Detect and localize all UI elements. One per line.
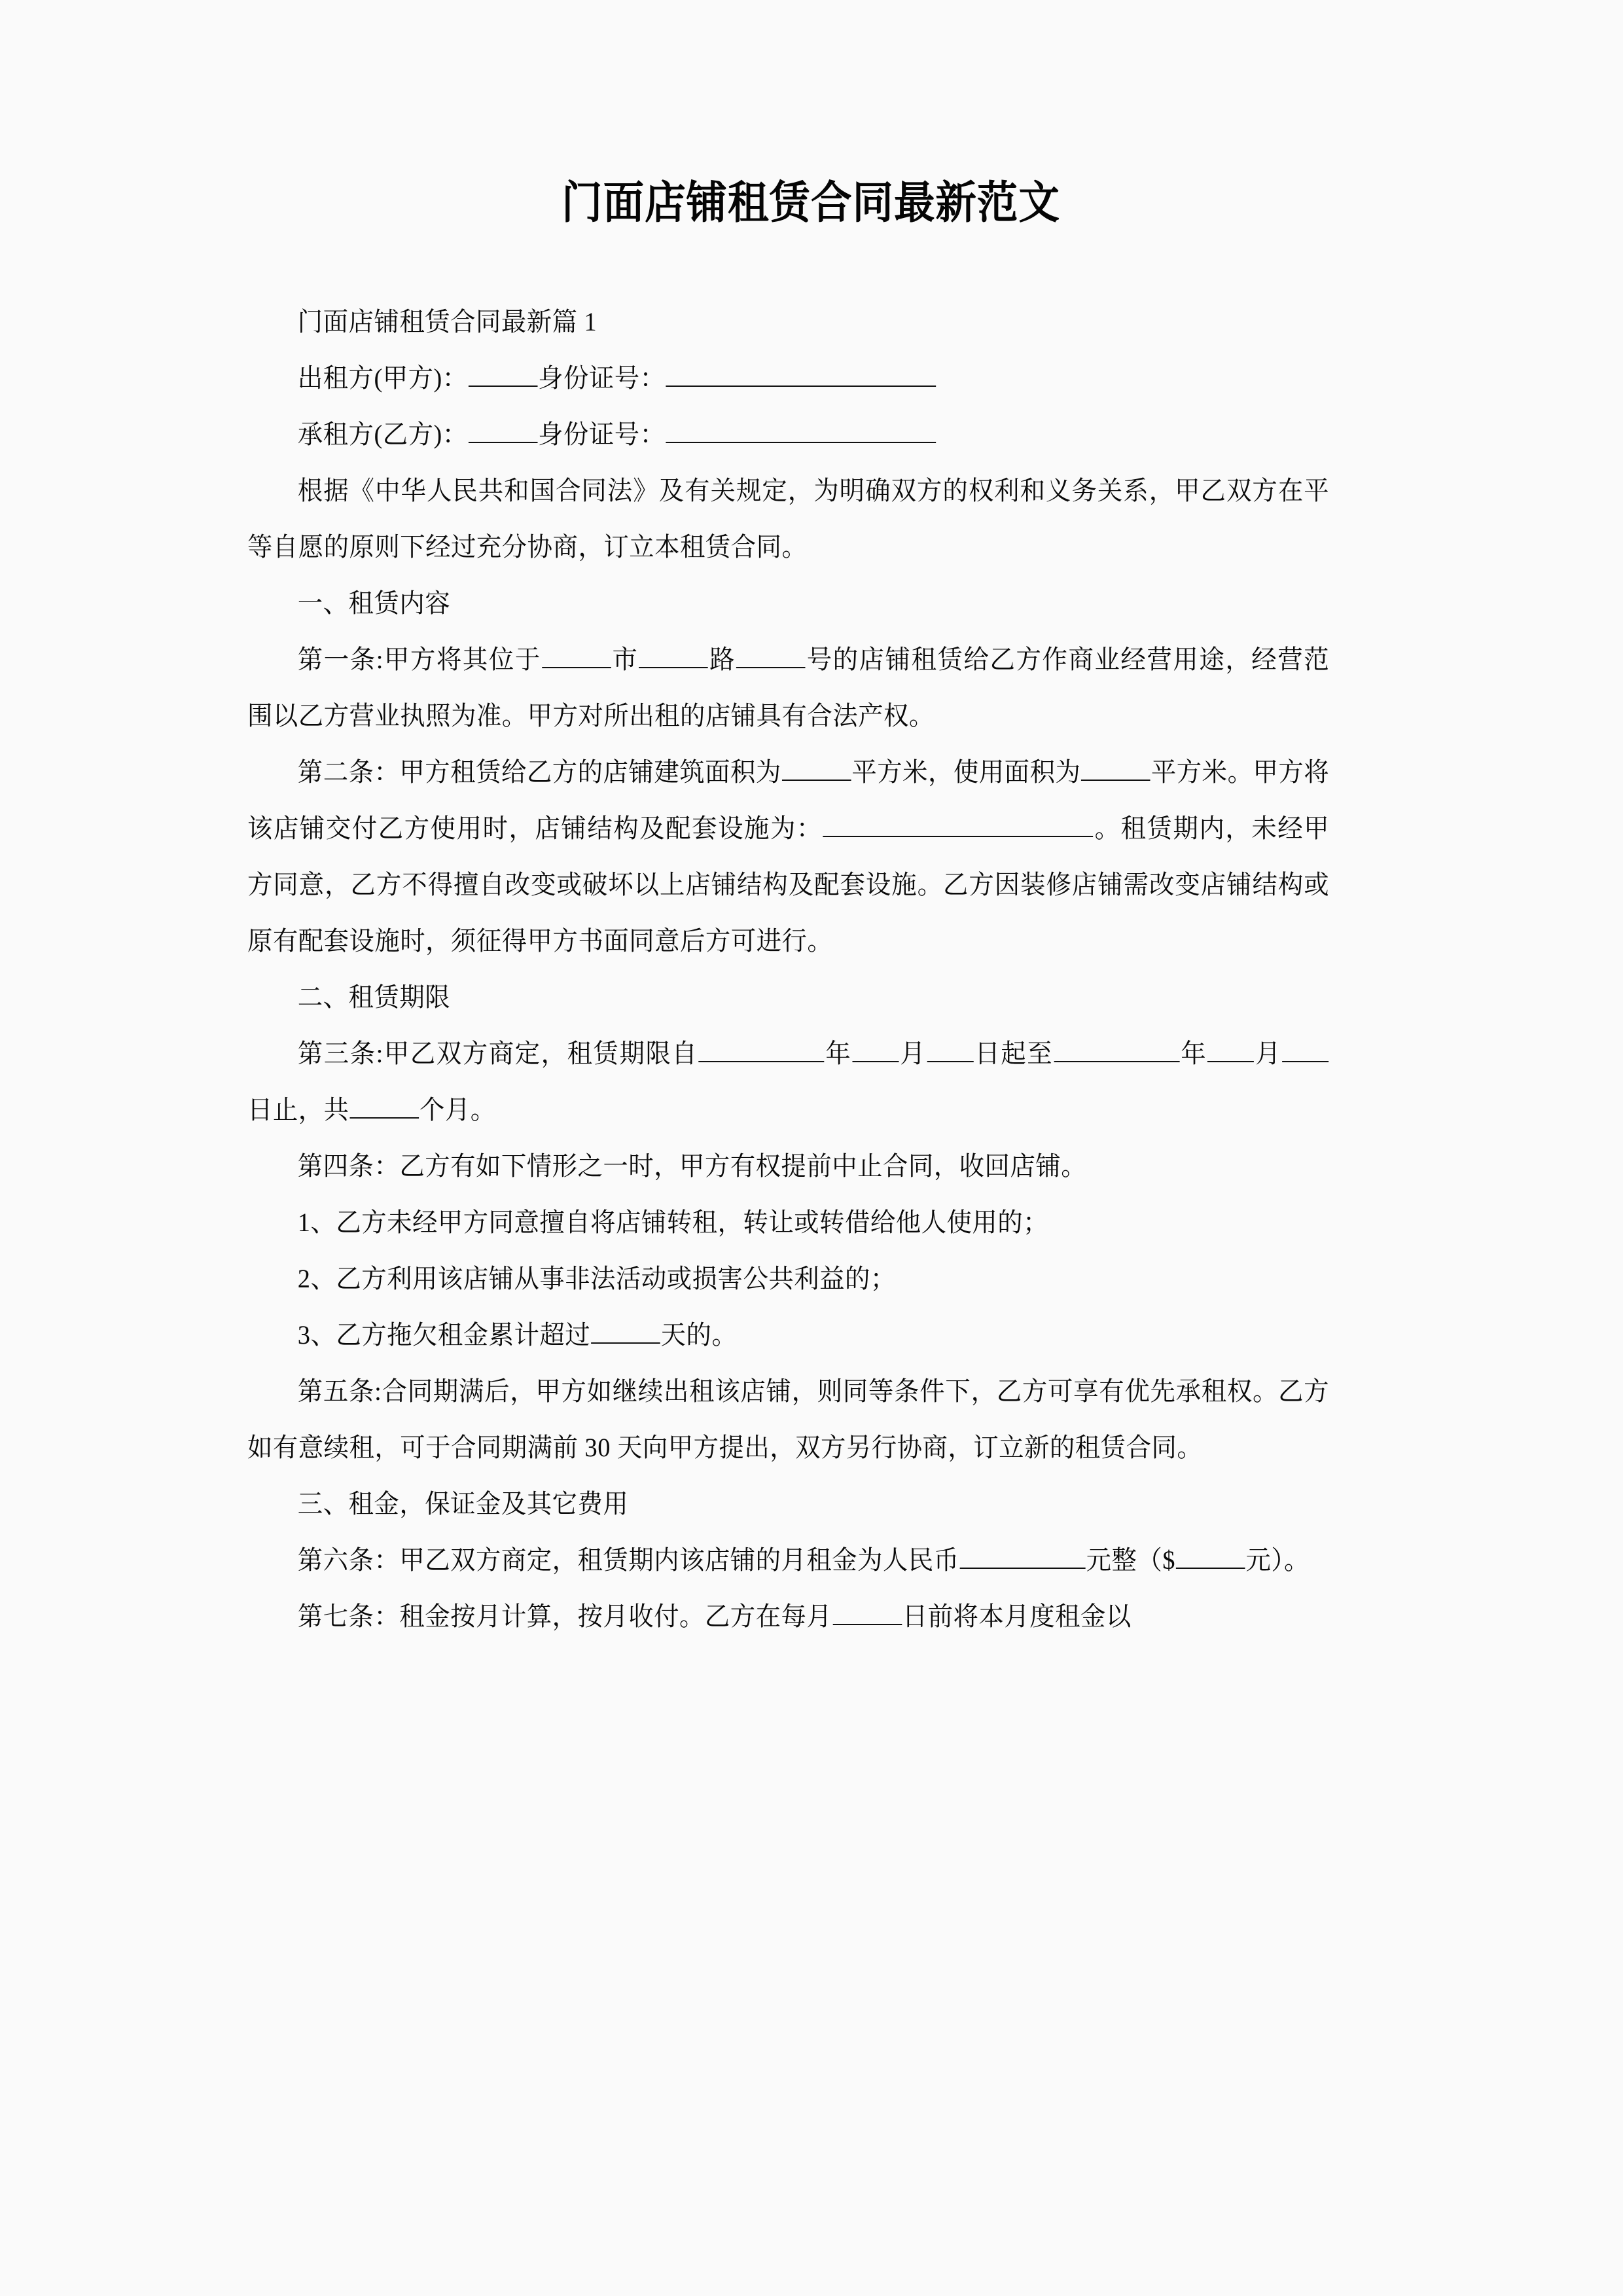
- section-heading-2: [247, 969, 1329, 1026]
- landlord-id-label: 身份证号：: [538, 363, 666, 393]
- article-3-end-day-blank[interactable]: [1282, 1036, 1329, 1062]
- article-7-label: 第七条：: [297, 1602, 400, 1631]
- article-6-rent-usd-blank[interactable]: [1176, 1543, 1245, 1569]
- list-item: [247, 1194, 1329, 1251]
- article-3-start-day-blank[interactable]: [927, 1036, 973, 1062]
- article-1-text-2: 市: [611, 645, 639, 674]
- article-3-text-6: 月: [1255, 1039, 1282, 1068]
- article-6-text-1: 甲乙双方商定，租赁期内该店铺的月租金为人民币: [399, 1545, 959, 1575]
- article-2-text-2: 平方米，使用面积为: [851, 757, 1081, 787]
- article-3-text-4: 日起至: [974, 1039, 1054, 1068]
- list-item-1-text: 1、乙方未经甲方同意擅自将店铺转租，转让或转借给他人使用的；: [297, 1208, 1048, 1237]
- page-title: 门面店铺租赁合同最新范文: [562, 178, 1060, 228]
- article-2-text-4: 。租赁期内，未经甲方同意，乙方不得擅自改变或破坏以上店铺结构及配套设施。乙方因装修店铺需改变店铺结构或原有配套设施时，须征得甲方书面同意后方可进行。: [247, 814, 1330, 956]
- article-4-label: 第四条：: [297, 1151, 400, 1181]
- article-5-text-1: 合同期满后，甲方如继续出租该店铺，则同等条件下，乙方可享有优先承租权。乙方如有意续租，可于合同期满前 30 天向甲方提出，双方另行协商，订立新的租赁合同。: [247, 1376, 1330, 1462]
- document-subtitle: [247, 294, 1329, 350]
- section-heading-1-text: 一、租赁内容: [297, 588, 451, 618]
- article-3-text-5: 年: [1180, 1039, 1207, 1068]
- document-body: [247, 294, 1374, 1645]
- article-1-text-3: 路: [708, 645, 736, 674]
- article-5-label: 第五条:: [297, 1376, 382, 1406]
- article-3-text-8: 个月。: [419, 1095, 496, 1124]
- landlord-id-blank[interactable]: [666, 361, 936, 387]
- list-item: [247, 1251, 1329, 1307]
- article-3-text-1: 甲乙双方商定，租赁期限自: [383, 1039, 698, 1068]
- subtitle-text: 门面店铺租赁合同最新篇 1: [297, 307, 597, 336]
- list-item-2-text: 2、乙方利用该店铺从事非法活动或损害公共利益的；: [297, 1264, 896, 1293]
- landlord-label: 出租方(甲方)：: [297, 363, 468, 393]
- article-3-text-7: 日止，共: [247, 1095, 349, 1124]
- article-2-facility-blank[interactable]: [823, 811, 1094, 837]
- landlord-line: [247, 350, 1329, 406]
- article-3-start-year-blank[interactable]: [698, 1036, 824, 1062]
- article-6-label: 第六条：: [297, 1545, 400, 1575]
- preamble-paragraph: [247, 463, 1329, 575]
- list-item-3-prefix: 3、乙方拖欠租金累计超过: [297, 1320, 591, 1350]
- article-2-use-area-blank[interactable]: [1081, 755, 1150, 781]
- article-6-text-2: 元整（$: [1086, 1545, 1175, 1575]
- section-heading-3: [247, 1476, 1329, 1532]
- article-1-number-blank[interactable]: [736, 642, 806, 668]
- article-7: [247, 1588, 1329, 1645]
- article-3-label: 第三条:: [297, 1039, 383, 1068]
- article-2-label: 第二条：: [297, 757, 400, 787]
- tenant-id-label: 身份证号：: [538, 420, 666, 449]
- article-7-payday-blank[interactable]: [832, 1599, 902, 1625]
- article-5: [247, 1363, 1329, 1476]
- landlord-name-blank[interactable]: [469, 361, 538, 387]
- section-heading-1: [247, 575, 1329, 632]
- article-7-text-2: 日前将本月度租金以: [902, 1602, 1132, 1631]
- article-2-text-3: 平方米。甲方将该店铺交付乙方使用时，店铺结构及配套设施为：: [247, 757, 1330, 843]
- article-7-text-1: 租金按月计算，按月收付。乙方在每月: [399, 1602, 832, 1631]
- section-heading-2-text: 二、租赁期限: [297, 982, 451, 1012]
- article-6: [247, 1532, 1329, 1588]
- article-3-total-months-blank[interactable]: [349, 1092, 419, 1119]
- tenant-name-blank[interactable]: [469, 417, 538, 443]
- article-4-text-1: 乙方有如下情形之一时，甲方有权提前中止合同，收回店铺。: [399, 1151, 1087, 1181]
- preamble-text: 根据《中华人民共和国合同法》及有关规定，为明确双方的权利和义务关系，甲乙双方在平等自愿的原则下经过充分协商，订立本租赁合同。: [247, 476, 1330, 562]
- article-2: [247, 744, 1329, 969]
- tenant-line: [247, 406, 1329, 463]
- article-3-text-3: 月: [899, 1039, 927, 1068]
- article-3-end-year-blank[interactable]: [1054, 1036, 1179, 1062]
- article-1-text-1: 甲方将其位于: [383, 645, 541, 674]
- article-1-label: 第一条:: [297, 645, 383, 674]
- list-item-3-suffix: 天的。: [660, 1320, 738, 1350]
- list-item-3-days-blank[interactable]: [591, 1318, 660, 1344]
- article-6-text-3: 元）。: [1245, 1545, 1310, 1575]
- tenant-label: 承租方(乙方)：: [297, 420, 468, 449]
- article-3-text-2: 年: [825, 1039, 852, 1068]
- article-1: [247, 632, 1329, 744]
- article-4: [247, 1138, 1329, 1194]
- document-content: [247, 0, 1374, 1645]
- article-2-build-area-blank[interactable]: [782, 755, 851, 781]
- article-1-city-blank[interactable]: [542, 642, 611, 668]
- article-3-start-month-blank[interactable]: [852, 1036, 899, 1062]
- article-1-road-blank[interactable]: [639, 642, 708, 668]
- article-3-end-month-blank[interactable]: [1207, 1036, 1254, 1062]
- article-6-rent-rmb-blank[interactable]: [960, 1543, 1086, 1569]
- list-item: [247, 1307, 1329, 1363]
- article-3: [247, 1026, 1329, 1138]
- article-1-text-4: 号的店铺租赁给乙方作商业经营用途，经营范围以乙方营业执照为准。甲方对所出租的店铺具有合法产权。: [247, 645, 1330, 730]
- tenant-id-blank[interactable]: [666, 417, 936, 443]
- section-heading-3-text: 三、租金，保证金及其它费用: [297, 1489, 629, 1518]
- article-2-text-1: 甲方租赁给乙方的店铺建筑面积为: [399, 757, 781, 787]
